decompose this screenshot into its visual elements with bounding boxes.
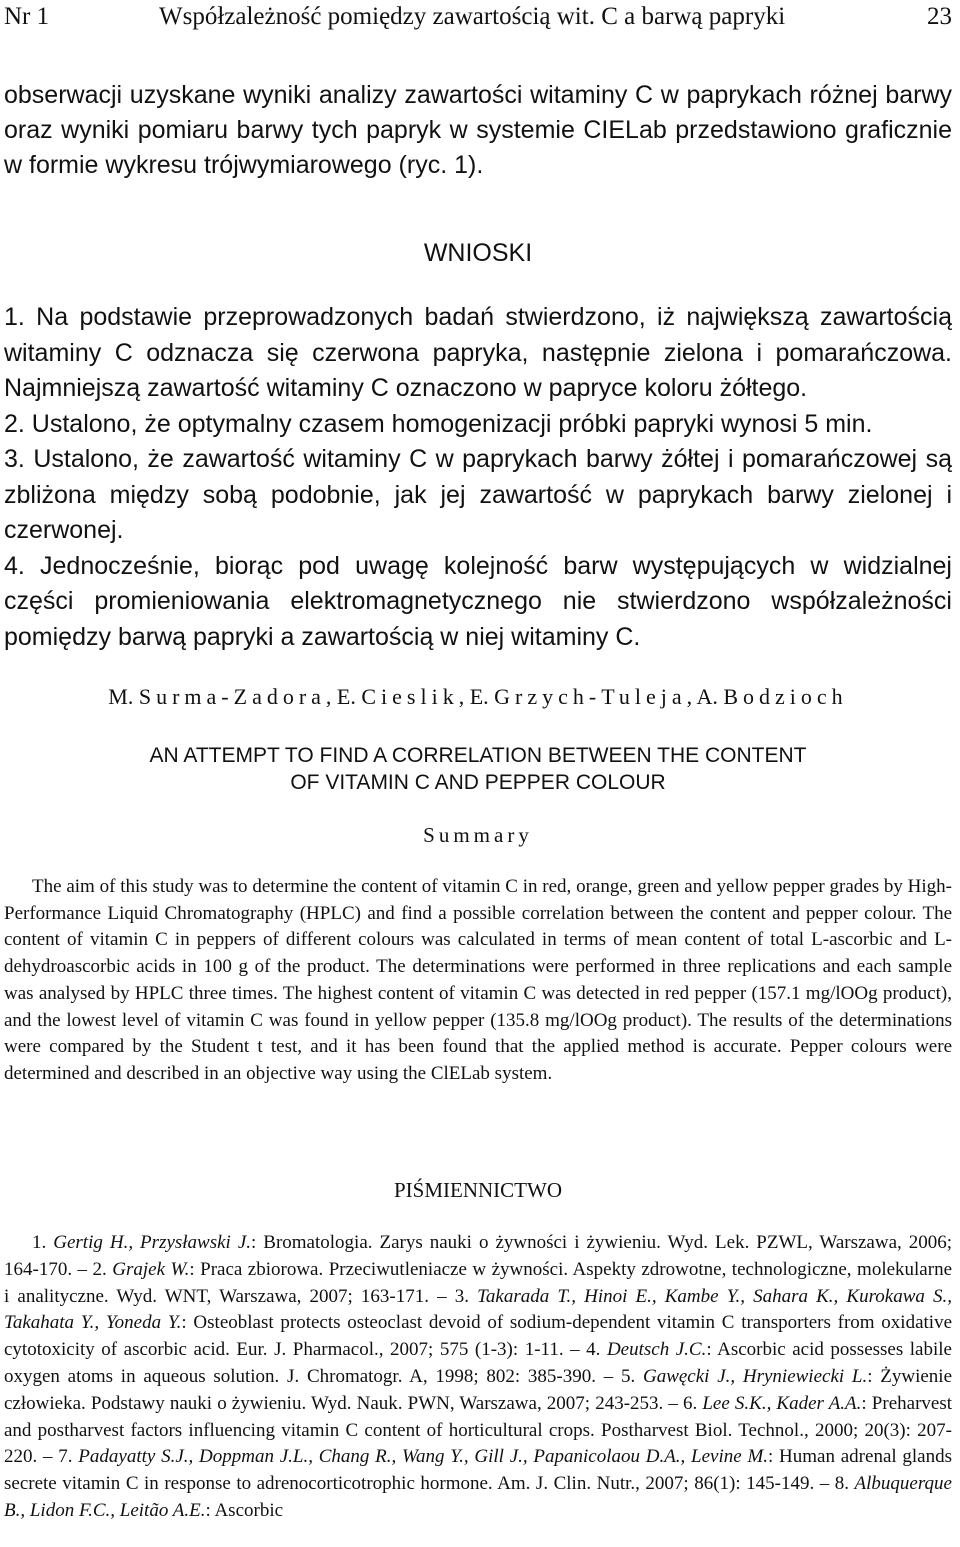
intro-text: obserwacji uzyskane wyniki analizy zawartości witaminy C w paprykach różnej barwy oraz wyniki pomiaru barwy tych papryk w systemie CIELab przedstawiono graficznie w formie wykresu trójwymiarowego (ryc. 1). xyxy=(4,81,952,179)
summary-text: The aim of this study was to determine the content of vitamin C in red, orange, green and yellow pepper grades by High-Performance Liquid Chromatography (HPLC) and find a possible correlation between the content and pepper colour. The content of vitamin C in peppers of different colours was calculated in terms of mean content of total L-ascorbic and L-dehydroascorbic acids in 100 g of the product. The determinations were performed in three replications and each sample was analysed by HPLC three times. The highest content of vitamin C was detected in red pepper (157.1 mg/lOOg product), and the lowest level of vitamin C was found in yellow pepper (135.8 mg/lOOg product). The results of the determinations were compared by the Student t test, and it has been found that the applied method is accurate. Pepper colours were determined and described in an objective way using the ClELab system. xyxy=(4,876,952,1084)
reference-authors: Takarada T., Hinoi E., Kambe Y., Sahara K., Kurokawa S., Takahata Y., Yoneda Y. xyxy=(4,1285,952,1334)
references-heading: PIŚMIENNICTWO xyxy=(394,1178,562,1202)
reference-number: 5. xyxy=(620,1365,643,1387)
author-name: Surma-Zadora xyxy=(138,684,326,709)
conclusions-heading: WNIOSKI xyxy=(423,239,533,267)
intro-paragraph xyxy=(4,78,952,183)
reference-authors: Lee S.K., Kader A.A. xyxy=(702,1392,862,1414)
author-initial: , E. xyxy=(458,684,495,709)
reference-text: : Bromatologia. Zarys nauki o żywności i żywieniu. Wyd. Lek. PZWL, Warszawa, 2006; 164-170. – xyxy=(4,1232,953,1280)
reference-authors: Gertig H., Przysławski J. xyxy=(53,1232,252,1253)
reference-number: 3. xyxy=(454,1285,478,1307)
english-title xyxy=(4,742,952,796)
reference-authors: Deutsch J.C. xyxy=(606,1339,707,1361)
author-initial: , E. xyxy=(325,684,362,709)
summary-heading: Summary xyxy=(423,823,533,847)
author-name: Bodzioch xyxy=(723,684,848,709)
reference-number: 4. xyxy=(586,1339,607,1361)
reference-text: : Osteoblast protects osteoclast devoid of sodium-dependent vitamin C transporters from oxidative cytotoxicity of ascorbic acid. Eur. J. Pharmacol., 2007; 575 (1-3): 1-11. – xyxy=(4,1312,953,1361)
author-name: Grzych-Tuleja xyxy=(494,684,687,709)
reference-authors: Grajek W. xyxy=(112,1258,190,1280)
author-name: Cieslik xyxy=(361,684,459,709)
reference-number: 6. xyxy=(683,1392,703,1414)
author-initial: M. xyxy=(108,684,139,709)
conclusion-item: 4. Jednocześnie, biorąc pod uwagę kolejność barw występujących w widzialnej części promieniowania elektromagnetycznego nie stwierdzono współzależności pomiędzy barwą papryki a zawartością w niej witaminy C. xyxy=(4,551,952,651)
reference-number: 1. xyxy=(32,1232,54,1253)
journal-issue-number: Nr 1 xyxy=(4,3,50,30)
references-paragraph xyxy=(4,1230,952,1525)
reference-text: : Ascorbic xyxy=(205,1499,284,1521)
english-title-line: AN ATTEMPT TO FIND A CORRELATION BETWEEN THE CONTENT xyxy=(149,744,807,767)
author-list xyxy=(4,682,952,712)
conclusion-item: 2. Ustalono, że optymalny czasem homogenizacji próbki papryki wynosi 5 min. xyxy=(4,409,873,438)
conclusion-item: 3. Ustalono, że zawartość witaminy C w paprykach barwy żółtej i pomarańczowej są zbliżona między sobą podobnie, jak jej zawartość w paprykach barwy zielonej i czerwonej. xyxy=(4,445,952,544)
page-number: 23 xyxy=(927,3,952,30)
conclusions-list xyxy=(4,300,952,655)
reference-authors: Gawęcki J., Hryniewiecki L. xyxy=(642,1365,868,1387)
running-title: Współzależność pomiędzy zawartością wit. C a barwą papryki xyxy=(159,3,786,30)
reference-text: : Human adrenal glands secrete vitamin C in response to adrenocorticotrophic hormone. Am. J. Clin. Nutr., 2007; 86(1): 145-149. – xyxy=(4,1446,953,1495)
summary-section xyxy=(4,874,952,1088)
reference-text: : Żywienie człowieka. Podstawy nauki o żywieniu. Wyd. Nauk. PWN, Warszawa, 2007; 243-253. – xyxy=(4,1365,953,1414)
reference-text: : Praca zbiorowa. Przeciwutleniacze w żywności. Aspekty zdrowotne, technologiczne, molekularne i analityczne. Wyd. WNT, Warszawa, 2007; 163-171. – xyxy=(4,1258,952,1307)
english-title-line: OF VITAMIN C AND PEPPER COLOUR xyxy=(290,771,666,794)
reference-number: 7. xyxy=(58,1446,79,1468)
reference-number: 8. xyxy=(834,1473,855,1495)
reference-text: : Preharvest and postharvest factors influencing vitamin C content of horticultural crops. Postharvest Biol. Technol., 2000; 20(3): 207-220. – xyxy=(4,1392,953,1468)
conclusion-item: 1. Na podstawie przeprowadzonych badań stwierdzono, iż największą zawartością witaminy C odznacza się czerwona papryka, następnie zielona i pomarańczowa. Najmniejszą zawartość witaminy C oznaczono w papryce koloru żółtego. xyxy=(4,303,952,402)
reference-authors: Padayatty S.J., Doppman J.L., Chang R., Wang Y., Gill J., Papanicolaou D.A., Levine M. xyxy=(78,1446,769,1468)
reference-number: 2. xyxy=(92,1258,113,1280)
references-list xyxy=(4,1230,952,1525)
author-initial: , A. xyxy=(686,684,724,709)
reference-text: : Ascorbic acid possesses labile oxygen atoms in aqueous solution. J. Chromatogr. A, 1998; 802: 385-390. – xyxy=(4,1339,952,1387)
reference-authors: Albuquerque B., Lidon F.C., Leitão A.E. xyxy=(4,1473,952,1521)
